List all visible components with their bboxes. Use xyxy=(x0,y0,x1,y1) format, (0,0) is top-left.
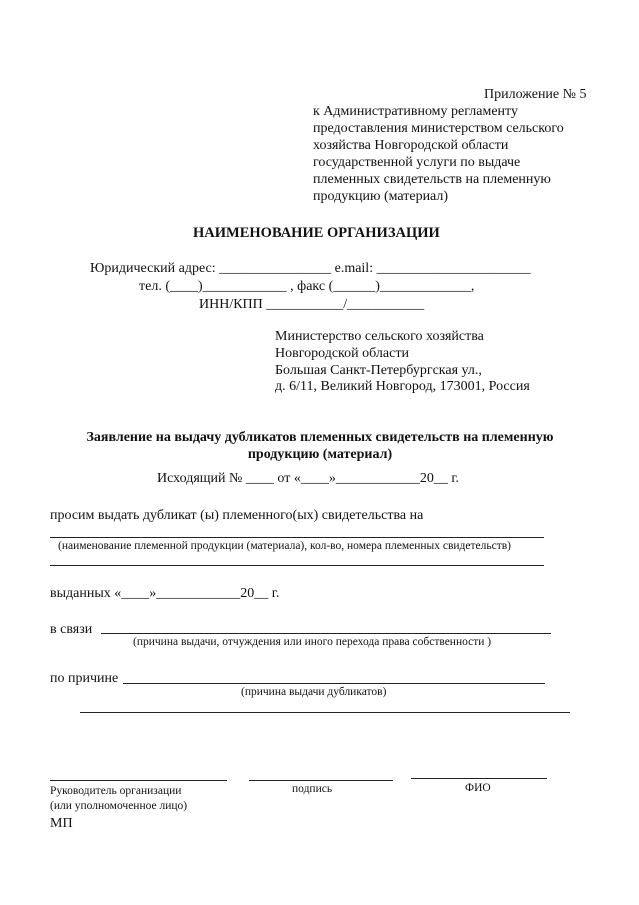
signature-line xyxy=(249,780,393,781)
issued-date-line: выданных «____»____________20__ г. xyxy=(50,586,280,601)
annex-line-6: продукцию (материал) xyxy=(313,189,449,204)
recipient-line-3: Большая Санкт-Петербургская ул., xyxy=(275,363,482,378)
full-name-line xyxy=(411,778,547,779)
connection-hint: (причина выдачи, отчуждения или иного перехода права собственности ) xyxy=(133,636,492,648)
annex-line-5: племенных свидетельств на племенную xyxy=(313,172,551,187)
head-label: Руководитель организации xyxy=(50,785,182,797)
request-hint: (наименование племенной продукции (материала), кол-во, номера племенных свидетельств) xyxy=(58,540,512,552)
request-line: просим выдать дубликат (ы) племенного(ых) свидетельства на xyxy=(50,508,424,523)
stamp-label: МП xyxy=(50,816,73,831)
reason-label: по причине xyxy=(50,671,119,686)
legal-address-line: Юридический адрес: ________________ e.mail: ______________________ xyxy=(90,261,531,276)
statement-title-line-2: продукцию (материал) xyxy=(247,447,393,462)
recipient-line-2: Новгородской области xyxy=(275,346,409,361)
connection-label: в связи xyxy=(50,622,93,637)
head-signature-line xyxy=(50,780,227,781)
connection-underline xyxy=(101,633,551,634)
reason-hint: (причина выдачи дубликатов) xyxy=(241,686,387,698)
recipient-line-4: д. 6/11, Великий Новгород, 173001, Россия xyxy=(275,379,530,394)
inn-kpp-line: ИНН/КПП ___________/___________ xyxy=(199,297,425,312)
outgoing-number-line: Исходящий № ____ от «____»____________20__ г. xyxy=(157,471,459,486)
organization-name: НАИМЕНОВАНИЕ ОРГАНИЗАЦИИ xyxy=(193,225,440,241)
head-sub-label: (или уполномоченное лицо) xyxy=(50,800,188,812)
annex-line-4: государственной услуги по выдаче xyxy=(313,155,521,170)
signature-label: подпись xyxy=(292,783,333,795)
full-name-label: ФИО xyxy=(465,782,491,794)
request-underline xyxy=(50,537,544,538)
reason-underline xyxy=(123,683,545,684)
annex-title: Приложение № 5 xyxy=(484,87,587,102)
annex-line-3: хозяйства Новгородской области xyxy=(313,138,509,153)
reason-underline-2 xyxy=(80,712,570,713)
recipient-line-1: Министерство сельского хозяйства xyxy=(275,329,484,344)
annex-line-2: предоставления министерством сельского xyxy=(313,121,564,136)
request-underline-2 xyxy=(50,565,544,566)
annex-line-1: к Административному регламенту xyxy=(313,104,518,119)
phone-fax-line: тел. (____)____________ , факс (______)_____________, xyxy=(139,279,475,294)
statement-title-line-1: Заявление на выдачу дубликатов племенных свидетельств на племенную xyxy=(86,430,554,445)
